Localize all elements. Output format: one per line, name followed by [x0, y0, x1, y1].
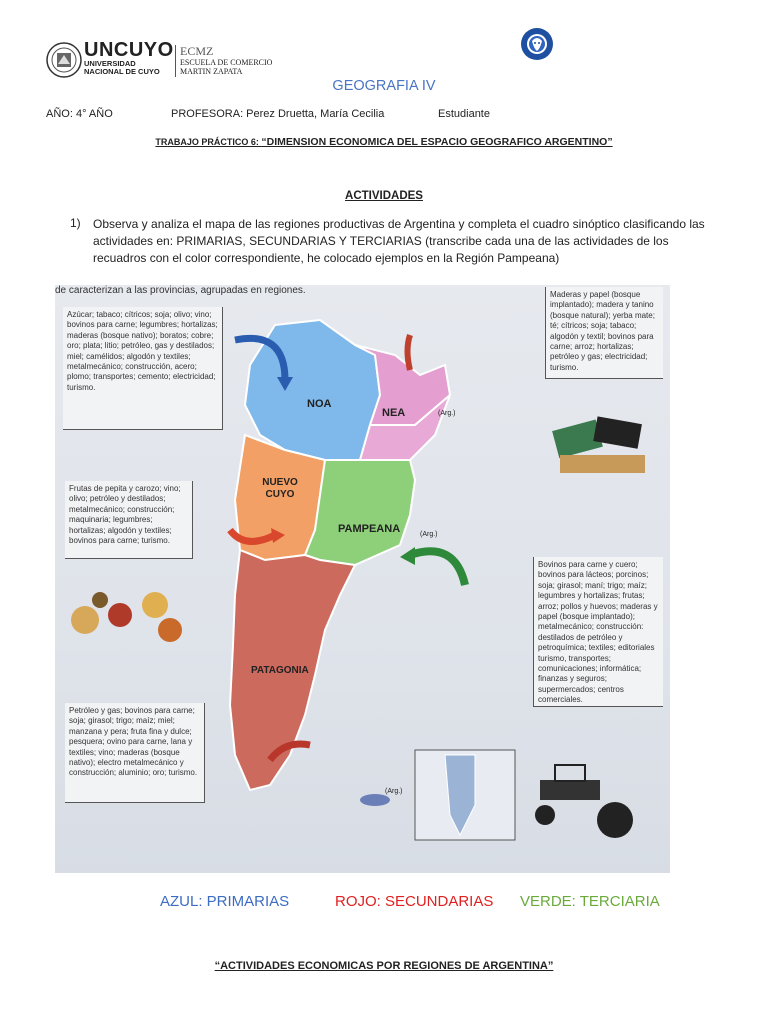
tp-title	[0, 136, 768, 148]
page-title: GEOGRAFIA IV	[332, 78, 436, 94]
label-arg-3: (Arg.)	[385, 788, 403, 795]
activities-title: ACTIVIDADES	[345, 190, 423, 202]
header-divider	[175, 45, 176, 77]
tp-name: “DIMENSION ECONOMICA DEL ESPACIO GEOGRAFICO ARGENTINO”	[261, 136, 613, 148]
uncuyo-sub1: UNIVERSIDAD	[84, 59, 136, 68]
legend-verde: VERDE: TERCIARIA	[520, 893, 660, 910]
uncuyo-name: UNCUYO	[84, 39, 174, 61]
ecmz-sub1: ESCUELA DE COMERCIO	[180, 58, 273, 67]
fruits-image	[71, 592, 182, 642]
question-text: Observa y analiza el mapa de las regiones productivas de Argentina y completa el cuadro sinóptico clasificando las actividades en: PRIMARIAS, SECUNDARIAS Y TERCIARIAS (transcribe cada una de las actividades de los recuadros con el color correspondiente, he colocado ejemplos en la Región Pampeana)	[93, 217, 705, 265]
arrow-green	[410, 551, 465, 585]
uncuyo-sub2: NACIONAL DE CUYO	[84, 67, 160, 76]
arrow-red-nea	[408, 335, 411, 370]
tractor-image	[535, 765, 633, 838]
note-patagonia: Petróleo y gas; bovinos para carne; soja; girasol; trigo; maíz; miel; manzana y pera; fruta fina y dulce; pesquera; ovino para carne, lana y textiles; vino; maderas (bosque nativo); electro metalmecánico y construcción; aluminio; oro; turismo.	[65, 703, 205, 803]
label-arg-2: (Arg.)	[420, 531, 438, 538]
label-pampeana: PAMPEANA	[338, 523, 401, 535]
label-nea: NEA	[382, 407, 406, 419]
label-cuyo: CUYO	[265, 489, 295, 500]
legend-rojo: ROJO: SECUNDARIAS	[335, 893, 494, 910]
uncuyo-wordmark	[84, 40, 174, 76]
label-nuevo-cuyo	[255, 477, 305, 501]
footer-title: “ACTIVIDADES ECONOMICAS POR REGIONES DE ARGENTINA”	[214, 960, 554, 972]
malvinas-islands	[360, 794, 390, 806]
ecmz-wordmark	[180, 44, 272, 76]
question-number: 1)	[70, 216, 81, 230]
regions-map-photo	[55, 285, 670, 873]
ecmz-name: ECMZ	[180, 44, 214, 58]
label-noa: NOA	[307, 398, 332, 410]
note-cuyo: Frutas de pepita y carozo; vino; olivo; petróleo y destilados; metalmecánico; construcción; maquinaria; legumbres; hortalizas; algodón y textiles; bovinos para carne; turismo.	[65, 481, 193, 559]
tp-prefix: TRABAJO PRÁCTICO 6:	[155, 137, 262, 147]
note-nea: Maderas y papel (bosque implantado); madera y tanino (bosque natural); yerba mate; té; cítricos; soja; tabaco; algodón y textil; bovinos para carne; arroz; hortalizas; petróleo y gas; electricidad; turismo.	[545, 287, 663, 379]
note-pampeana: Bovinos para carne y cuero; bovinos para lácteos; porcinos; soja; girasol; maní; trigo; maíz; legumbres y hortalizas; frutas; arroz; pollos y huevos; maderas y papel (bosque implantado); metalmecánico; construcción: destilados de petróleo y petroquímica; textiles; editoriales turismo, transportes; comunicaciones; informática; finanzas y seguros; supermercados; centros comerciales.	[533, 557, 663, 707]
label-nuevo: NUEVO	[262, 477, 298, 488]
label-arg-1: (Arg.)	[438, 410, 456, 417]
uncuyo-seal-logo	[46, 42, 82, 78]
books-image	[552, 416, 645, 473]
estudiante-label: Estudiante	[438, 108, 490, 120]
map-caption: de caracterizan a las provincias, agrupadas en regiones.	[55, 285, 306, 296]
note-noa: Azúcar; tabaco; cítricos; soja; olivo; vino; bovinos para carne; legumbres; hortalizas; maderas (bosque nativo); boratos; cobre; oro; plata; litio; petróleo, gas y destilados; miel; camélidos; algodón y textiles; metalmecánico; construcción, acero; plomo; transportes; cemento; electricidad; turismo.	[63, 307, 223, 430]
legend-azul: AZUL: PRIMARIAS	[160, 893, 290, 910]
profesora-label: PROFESORA: Perez Druetta, María Cecilia	[171, 108, 385, 120]
anio-label: AÑO: 4° AÑO	[46, 108, 113, 120]
lion-crest-logo	[520, 27, 554, 61]
label-patagonia: PATAGONIA	[251, 665, 309, 676]
ecmz-sub2: MARTIN ZAPATA	[180, 67, 243, 76]
